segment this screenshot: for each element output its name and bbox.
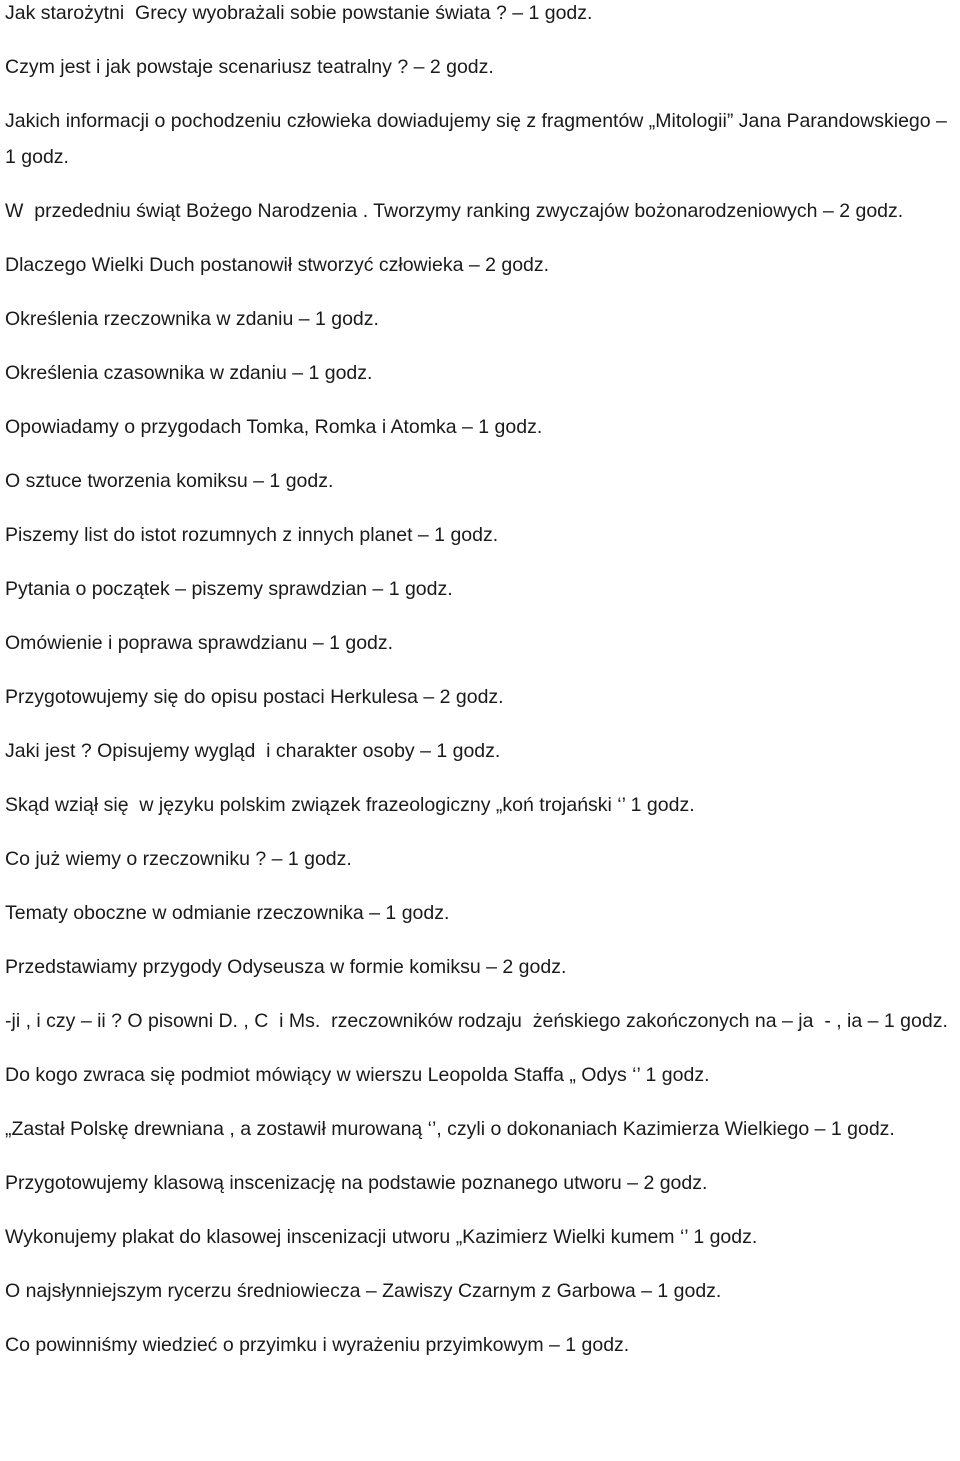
list-item: „Zastał Polskę drewniana , a zostawił murowaną ‘’, czyli o dokonaniach Kazimierza Wielkiego – 1 godz. [5,1118,895,1140]
list-item: Wykonujemy plakat do klasowej inscenizacji utworu „Kazimierz Wielki kumem ‘’ 1 godz. [5,1226,758,1248]
list-item: Przedstawiamy przygody Odyseusza w formie komiksu – 2 godz. [5,956,567,978]
list-item: Do kogo zwraca się podmiot mówiący w wierszu Leopolda Staffa „ Odys ‘’ 1 godz. [5,1064,710,1086]
list-item: Co powinniśmy wiedzieć o przyimku i wyrażeniu przyimkowym – 1 godz. [5,1334,630,1356]
list-item: Omówienie i poprawa sprawdzianu – 1 godz. [5,632,394,654]
list-item: Dlaczego Wielki Duch postanowił stworzyć człowieka – 2 godz. [5,254,550,276]
list-item: Jaki jest ? Opisujemy wygląd i charakter osoby – 1 godz. [5,740,501,762]
list-item: Piszemy list do istot rozumnych z innych planet – 1 godz. [5,524,499,546]
list-item: O sztuce tworzenia komiksu – 1 godz. [5,470,334,492]
list-item: Przygotowujemy klasową inscenizację na podstawie poznanego utworu – 2 godz. [5,1172,708,1194]
list-item: Tematy oboczne w odmianie rzeczownika – 1 godz. [5,902,450,924]
list-item: Skąd wziął się w języku polskim związek frazeologiczny „koń trojański ‘’ 1 godz. [5,794,695,816]
list-item: Pytania o początek – piszemy sprawdzian – 1 godz. [5,578,453,600]
list-item: Jak starożytni Grecy wyobrażali sobie powstanie świata ? – 1 godz. [5,2,593,24]
list-item: O najsłynniejszym rycerzu średniowiecza – Zawiszy Czarnym z Garbowa – 1 godz. [5,1280,722,1302]
list-item: Określenia rzeczownika w zdaniu – 1 godz. [5,308,379,330]
list-item: Przygotowujemy się do opisu postaci Herkulesa – 2 godz. [5,686,504,708]
list-item: Określenia czasownika w zdaniu – 1 godz. [5,362,373,384]
list-item: Czym jest i jak powstaje scenariusz teatralny ? – 2 godz. [5,56,494,78]
list-item: W przededniu świąt Bożego Narodzenia . Tworzymy ranking zwyczajów bożonarodzeniowych – 2 godz. [5,200,904,222]
list-item: -ji , i czy – ii ? O pisowni D. , C i Ms. rzeczowników rodzaju żeńskiego zakończonych na – ja - , ia – 1 godz. [5,1010,948,1032]
list-item: Opowiadamy o przygodach Tomka, Romka i Atomka – 1 godz. [5,416,543,438]
list-item: Co już wiemy o rzeczowniku ? – 1 godz. [5,848,352,870]
list-item: Jakich informacji o pochodzeniu człowieka dowiadujemy się z fragmentów „Mitologii” Jana Parandowskiego – 1 godz. [5,110,953,168]
topic-list [5,0,955,1381]
